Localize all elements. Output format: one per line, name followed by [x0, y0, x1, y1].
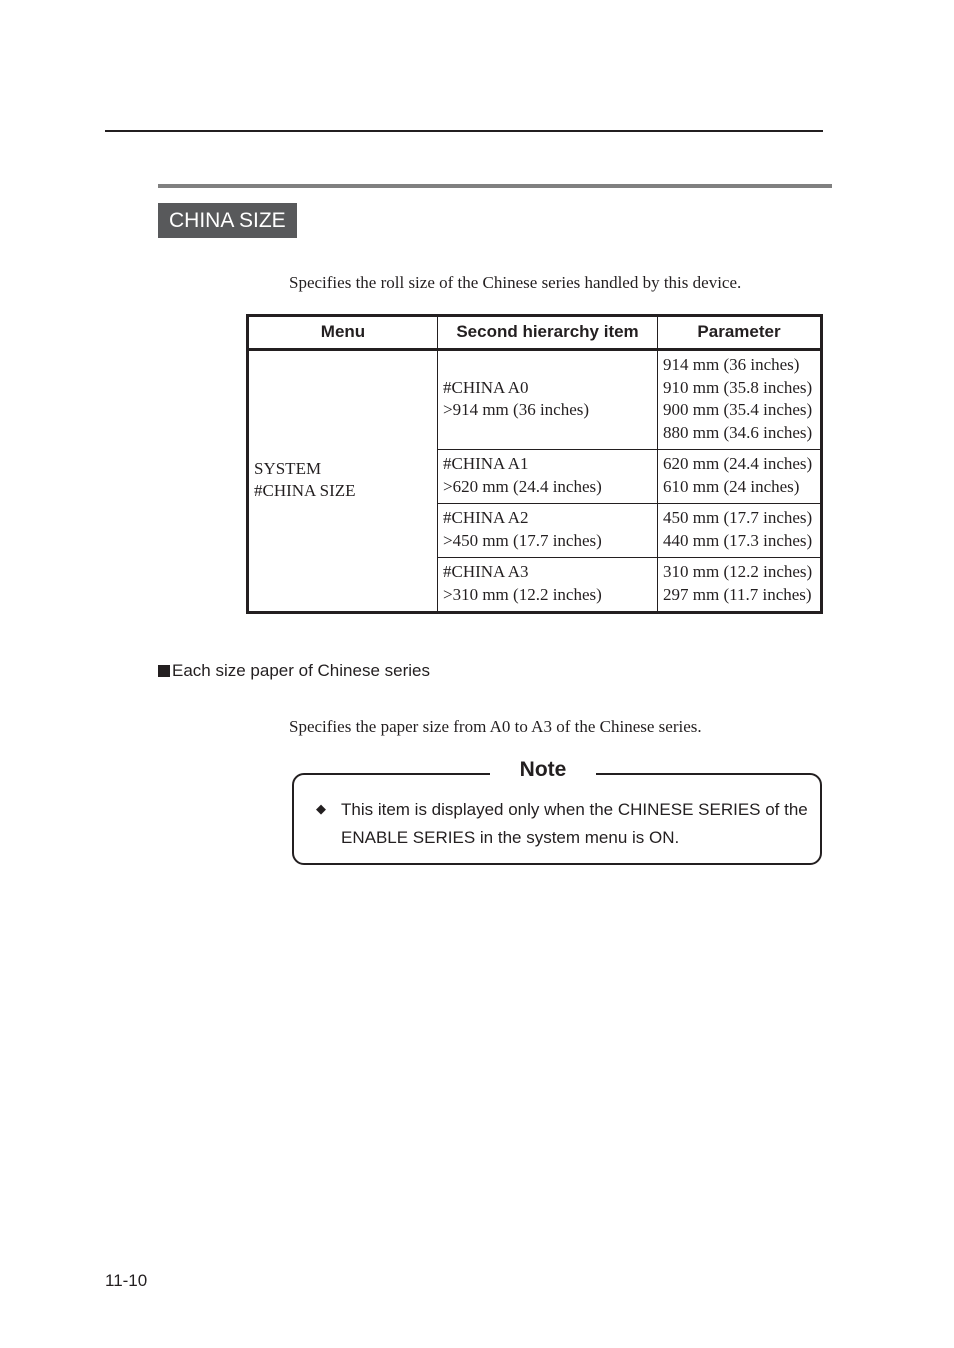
parameter-cell: [658, 558, 822, 613]
parameter-line: 310 mm (12.2 inches): [663, 562, 813, 581]
china-size-table: [246, 314, 823, 614]
table-header-row: [248, 316, 822, 350]
header-rule: [105, 130, 823, 132]
parameter-line: 910 mm (35.8 inches): [663, 377, 813, 397]
item-line: >310 mm (12.2 inches): [443, 584, 602, 604]
parameter-line: 914 mm (36 inches): [663, 355, 800, 374]
note-text: This item is displayed only when the CHINESE SERIES of the ENABLE SERIES in the system menu is ON.: [341, 800, 808, 847]
diamond-bullet-icon: ◆: [316, 802, 326, 817]
parameter-cell: [658, 504, 822, 558]
item-cell: [438, 350, 658, 450]
item-line: #CHINA A0: [443, 377, 529, 397]
section-rule: [158, 184, 832, 188]
item-line: >450 mm (17.7 inches): [443, 530, 602, 550]
parameter-line: 440 mm (17.3 inches): [663, 530, 813, 550]
item-line: #CHINA A1: [443, 454, 529, 473]
parameter-cell: [658, 350, 822, 450]
item-line: >620 mm (24.4 inches): [443, 476, 602, 496]
parameter-line: 450 mm (17.7 inches): [663, 508, 813, 527]
section-intro: Specifies the roll size of the Chinese series handled by this device.: [289, 273, 742, 292]
item-line: >914 mm (36 inches): [443, 400, 590, 419]
parameter-cell: [658, 450, 822, 504]
header-second-item: Second hierarchy item: [438, 316, 658, 350]
item-cell: [438, 450, 658, 504]
section-title: CHINA SIZE: [158, 203, 297, 238]
subsection-heading-text: Each size paper of Chinese series: [172, 661, 430, 680]
table-row: [248, 350, 822, 450]
page-number: 11-10: [105, 1271, 148, 1290]
item-cell: [438, 558, 658, 613]
item-line: #CHINA A3: [443, 562, 529, 581]
menu-line: #CHINA SIZE: [254, 481, 356, 500]
parameter-line: 880 mm (34.6 inches): [663, 422, 813, 442]
parameter-line: 610 mm (24 inches): [663, 476, 800, 496]
subsection-heading: [158, 660, 430, 682]
subsection-intro: Specifies the paper size from A0 to A3 of the Chinese series.: [289, 717, 702, 736]
menu-cell: [248, 350, 438, 613]
parameter-line: 900 mm (35.4 inches): [663, 400, 813, 419]
parameter-line: 297 mm (11.7 inches): [663, 584, 812, 604]
header-menu: Menu: [248, 316, 438, 350]
note-title: Note: [490, 756, 596, 784]
item-cell: [438, 504, 658, 558]
square-bullet-icon: [158, 665, 170, 677]
menu-line: SYSTEM: [254, 458, 322, 478]
item-line: #CHINA A2: [443, 508, 529, 527]
header-parameter: Parameter: [658, 316, 822, 350]
parameter-line: 620 mm (24.4 inches): [663, 454, 813, 473]
